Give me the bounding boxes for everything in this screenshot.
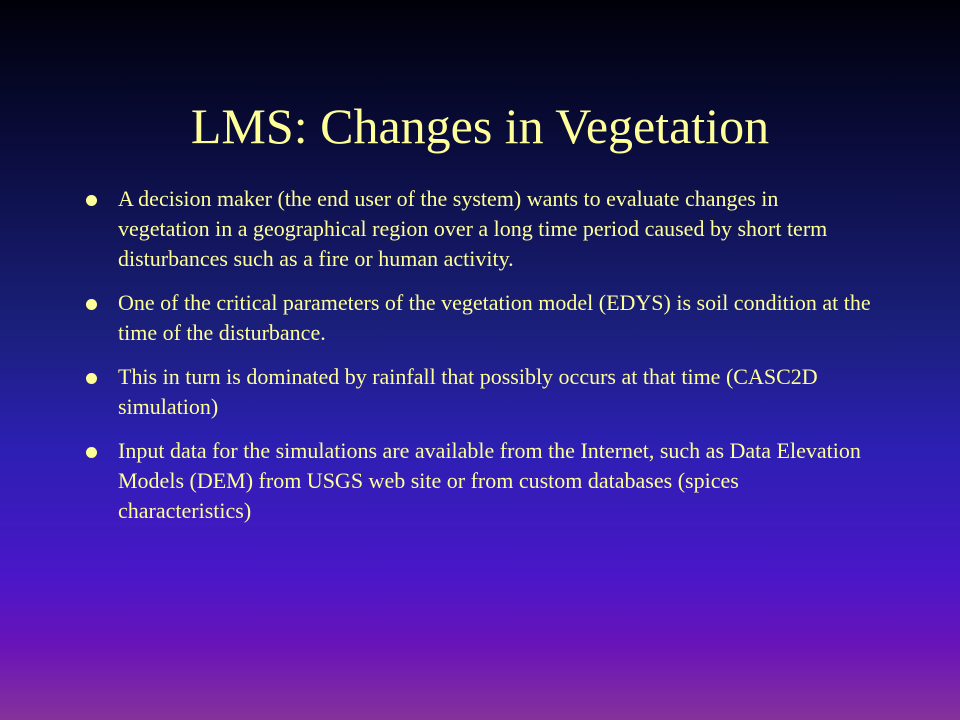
bullet-dot-icon xyxy=(86,299,97,310)
slide-title: LMS: Changes in Vegetation xyxy=(190,98,770,154)
bullet-item xyxy=(84,436,874,526)
bullet-text: A decision maker (the end user of the system) wants to evaluate changes in vegetation in a geographical region over a long time period caused by short term disturbances such as a fire or human activity. xyxy=(118,186,828,271)
bullet-dot-icon xyxy=(86,373,97,384)
bullet-item xyxy=(84,288,874,348)
bullet-text: One of the critical parameters of the vegetation model (EDYS) is soil condition at the time of the disturbance. xyxy=(118,290,871,345)
bullet-list xyxy=(84,184,874,540)
bullet-text: Input data for the simulations are available from the Internet, such as Data Elevation Models (DEM) from USGS web site or from custom databases (spices characteristics) xyxy=(118,438,861,523)
bullet-text: This in turn is dominated by rainfall that possibly occurs at that time (CASC2D simulation) xyxy=(118,364,818,419)
bullet-item xyxy=(84,184,874,274)
bullet-dot-icon xyxy=(86,447,97,458)
bullet-item xyxy=(84,362,874,422)
bullet-dot-icon xyxy=(86,195,97,206)
